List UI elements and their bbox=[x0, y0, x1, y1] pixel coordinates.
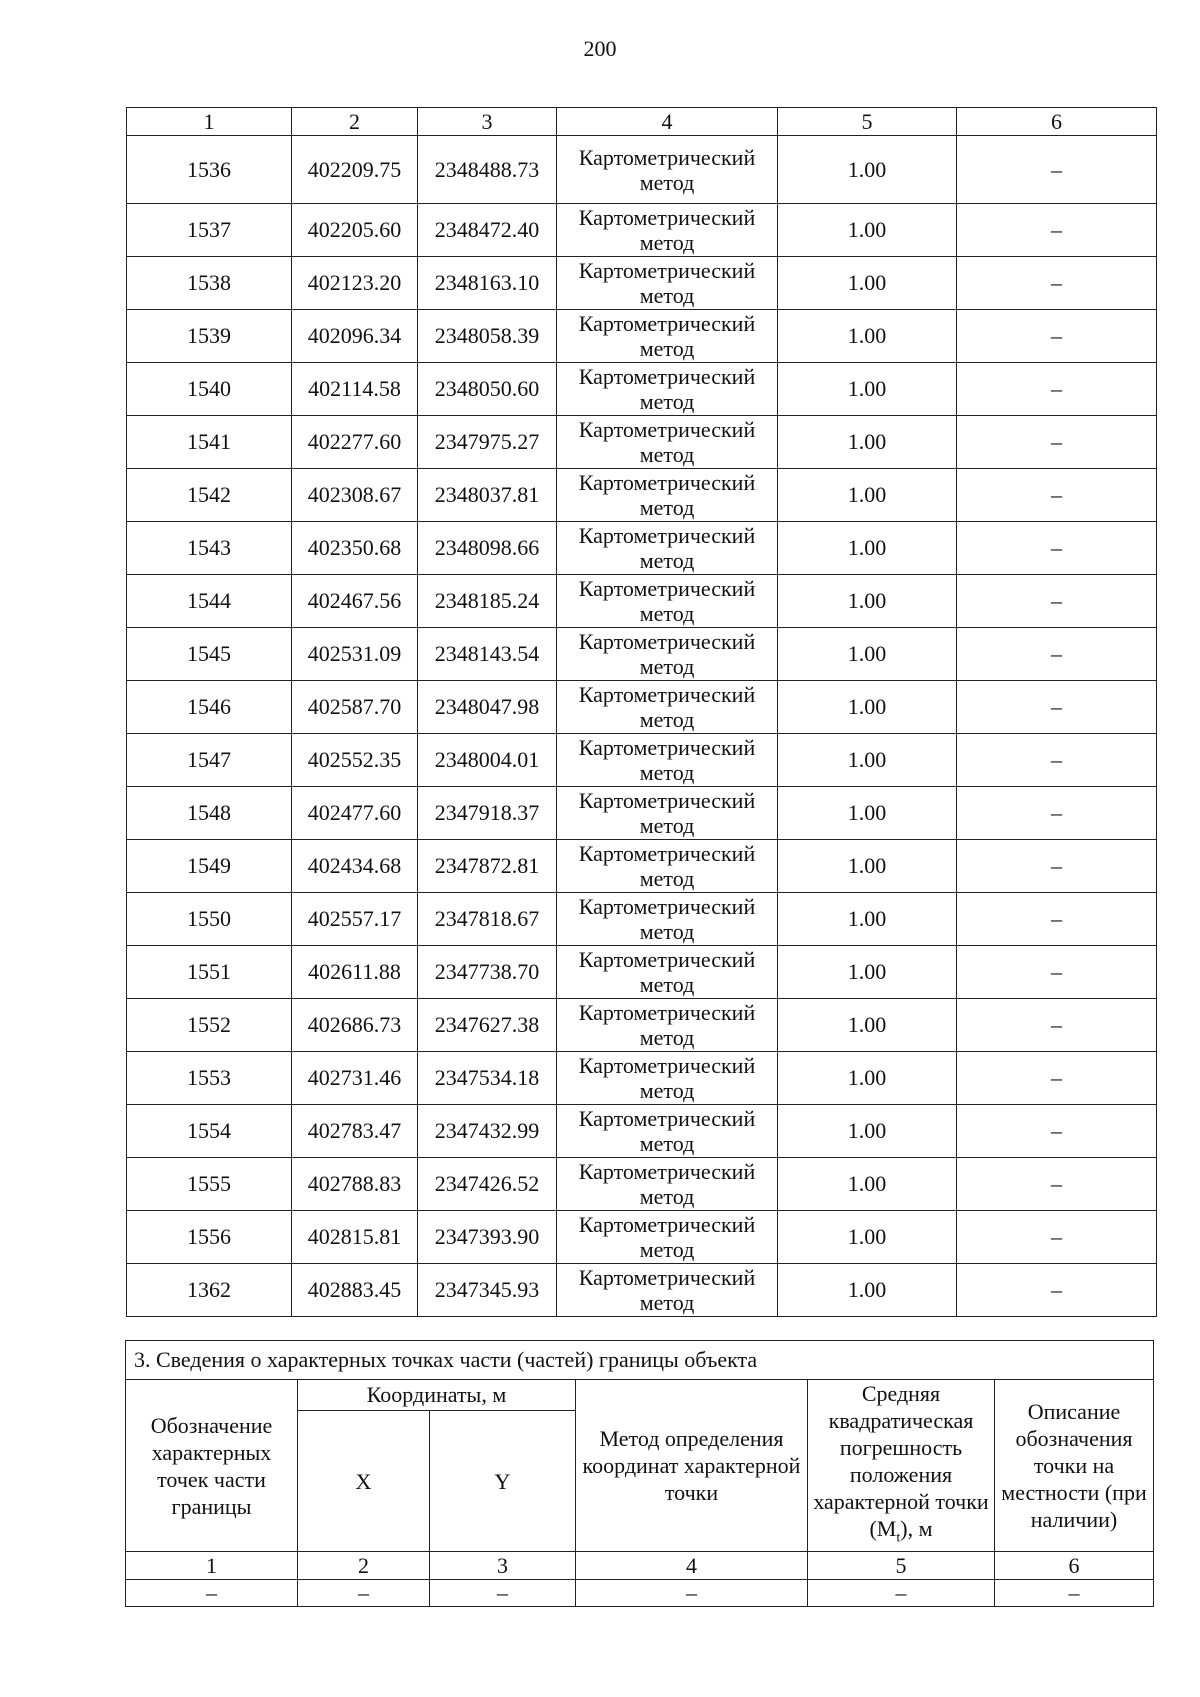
y-coordinate-cell: 2347918.37 bbox=[418, 787, 557, 840]
column-number: 2 bbox=[298, 1552, 430, 1580]
method-cell: Картометрический метод bbox=[557, 257, 778, 310]
description-cell: – bbox=[957, 310, 1157, 363]
method-cell: Картометрический метод bbox=[557, 469, 778, 522]
method-cell: Картометрический метод bbox=[557, 363, 778, 416]
y-coordinate-cell: 2347534.18 bbox=[418, 1052, 557, 1105]
table-row bbox=[127, 522, 1157, 575]
x-coordinate-cell: 402883.45 bbox=[292, 1264, 418, 1317]
column-number: 3 bbox=[418, 108, 557, 136]
table-row bbox=[127, 1264, 1157, 1317]
description-cell: – bbox=[957, 734, 1157, 787]
point-number-cell: 1551 bbox=[127, 946, 292, 999]
method-cell: Картометрический метод bbox=[557, 999, 778, 1052]
method-cell: Картометрический метод bbox=[557, 310, 778, 363]
description-cell: – bbox=[957, 522, 1157, 575]
accuracy-cell: 1.00 bbox=[778, 310, 957, 363]
description-cell: – bbox=[957, 840, 1157, 893]
table-row bbox=[127, 257, 1157, 310]
method-cell: Картометрический метод bbox=[557, 893, 778, 946]
point-number-cell: 1543 bbox=[127, 522, 292, 575]
point-number-cell: 1546 bbox=[127, 681, 292, 734]
description-cell: – bbox=[957, 469, 1157, 522]
x-coordinate-cell: 402587.70 bbox=[292, 681, 418, 734]
accuracy-cell: 1.00 bbox=[778, 257, 957, 310]
x-coordinate-cell: 402350.68 bbox=[292, 522, 418, 575]
empty-cell: – bbox=[576, 1580, 808, 1607]
point-number-cell: 1536 bbox=[127, 136, 292, 204]
method-cell: Картометрический метод bbox=[557, 416, 778, 469]
method-cell: Картометрический метод bbox=[557, 946, 778, 999]
column-number: 5 bbox=[808, 1552, 995, 1580]
x-coordinate-cell: 402815.81 bbox=[292, 1211, 418, 1264]
description-cell: – bbox=[957, 575, 1157, 628]
empty-cell: – bbox=[430, 1580, 576, 1607]
accuracy-cell: 1.00 bbox=[778, 1105, 957, 1158]
accuracy-cell: 1.00 bbox=[778, 575, 957, 628]
section-caption: 3. Сведения о характерных точках части (частей) границы объекта bbox=[126, 1341, 1154, 1380]
method-cell: Картометрический метод bbox=[557, 1264, 778, 1317]
point-number-cell: 1542 bbox=[127, 469, 292, 522]
y-coordinate-cell: 2347627.38 bbox=[418, 999, 557, 1052]
description-cell: – bbox=[957, 1264, 1157, 1317]
point-number-cell: 1538 bbox=[127, 257, 292, 310]
y-coordinate-cell: 2348472.40 bbox=[418, 204, 557, 257]
section-caption-row bbox=[126, 1341, 1154, 1380]
description-cell: – bbox=[957, 946, 1157, 999]
method-cell: Картометрический метод bbox=[557, 136, 778, 204]
header-description: Описание обозначения точки на местности (при наличии) bbox=[995, 1380, 1154, 1552]
method-cell: Картометрический метод bbox=[557, 1052, 778, 1105]
y-coordinate-cell: 2347432.99 bbox=[418, 1105, 557, 1158]
method-cell: Картометрический метод bbox=[557, 575, 778, 628]
accuracy-cell: 1.00 bbox=[778, 1052, 957, 1105]
x-coordinate-cell: 402205.60 bbox=[292, 204, 418, 257]
x-coordinate-cell: 402114.58 bbox=[292, 363, 418, 416]
column-number: 6 bbox=[995, 1552, 1154, 1580]
method-cell: Картометрический метод bbox=[557, 787, 778, 840]
y-coordinate-cell: 2348163.10 bbox=[418, 257, 557, 310]
table-row bbox=[127, 628, 1157, 681]
x-coordinate-cell: 402783.47 bbox=[292, 1105, 418, 1158]
column-number: 4 bbox=[557, 108, 778, 136]
description-cell: – bbox=[957, 363, 1157, 416]
accuracy-cell: 1.00 bbox=[778, 136, 957, 204]
x-coordinate-cell: 402531.09 bbox=[292, 628, 418, 681]
description-cell: – bbox=[957, 257, 1157, 310]
point-number-cell: 1556 bbox=[127, 1211, 292, 1264]
column-number-row bbox=[127, 108, 1157, 136]
point-number-cell: 1545 bbox=[127, 628, 292, 681]
method-cell: Картометрический метод bbox=[557, 1211, 778, 1264]
point-number-cell: 1539 bbox=[127, 310, 292, 363]
point-number-cell: 1550 bbox=[127, 893, 292, 946]
column-number: 1 bbox=[126, 1552, 298, 1580]
x-coordinate-cell: 402557.17 bbox=[292, 893, 418, 946]
y-coordinate-cell: 2347872.81 bbox=[418, 840, 557, 893]
y-coordinate-cell: 2347426.52 bbox=[418, 1158, 557, 1211]
table-row bbox=[127, 575, 1157, 628]
y-coordinate-cell: 2348037.81 bbox=[418, 469, 557, 522]
y-coordinate-cell: 2347975.27 bbox=[418, 416, 557, 469]
accuracy-cell: 1.00 bbox=[778, 1158, 957, 1211]
method-cell: Картометрический метод bbox=[557, 204, 778, 257]
description-cell: – bbox=[957, 204, 1157, 257]
table-row bbox=[127, 946, 1157, 999]
table-row bbox=[127, 734, 1157, 787]
column-number: 3 bbox=[430, 1552, 576, 1580]
point-number-cell: 1554 bbox=[127, 1105, 292, 1158]
accuracy-cell: 1.00 bbox=[778, 363, 957, 416]
table-row bbox=[127, 1158, 1157, 1211]
description-cell: – bbox=[957, 416, 1157, 469]
y-coordinate-cell: 2348050.60 bbox=[418, 363, 557, 416]
point-number-cell: 1540 bbox=[127, 363, 292, 416]
x-coordinate-cell: 402123.20 bbox=[292, 257, 418, 310]
empty-cell: – bbox=[995, 1580, 1154, 1607]
x-coordinate-cell: 402611.88 bbox=[292, 946, 418, 999]
header-designation: Обозначение характерных точек части границы bbox=[126, 1380, 298, 1552]
x-coordinate-cell: 402434.68 bbox=[292, 840, 418, 893]
point-number-cell: 1552 bbox=[127, 999, 292, 1052]
description-cell: – bbox=[957, 1158, 1157, 1211]
description-cell: – bbox=[957, 136, 1157, 204]
description-cell: – bbox=[957, 681, 1157, 734]
description-cell: – bbox=[957, 1052, 1157, 1105]
y-coordinate-cell: 2348004.01 bbox=[418, 734, 557, 787]
column-number-row bbox=[126, 1552, 1154, 1580]
point-number-cell: 1544 bbox=[127, 575, 292, 628]
header-y: Y bbox=[430, 1410, 576, 1552]
accuracy-cell: 1.00 bbox=[778, 734, 957, 787]
method-cell: Картометрический метод bbox=[557, 1105, 778, 1158]
y-coordinate-cell: 2347818.67 bbox=[418, 893, 557, 946]
accuracy-cell: 1.00 bbox=[778, 999, 957, 1052]
empty-cell: – bbox=[126, 1580, 298, 1607]
header-coordinates: Координаты, м bbox=[298, 1380, 576, 1411]
accuracy-cell: 1.00 bbox=[778, 946, 957, 999]
description-cell: – bbox=[957, 1105, 1157, 1158]
table-row bbox=[127, 787, 1157, 840]
table-row bbox=[127, 681, 1157, 734]
x-coordinate-cell: 402686.73 bbox=[292, 999, 418, 1052]
x-coordinate-cell: 402308.67 bbox=[292, 469, 418, 522]
table-row bbox=[127, 840, 1157, 893]
x-coordinate-cell: 402209.75 bbox=[292, 136, 418, 204]
method-cell: Картометрический метод bbox=[557, 628, 778, 681]
table-row bbox=[127, 416, 1157, 469]
empty-cell: – bbox=[808, 1580, 995, 1607]
empty-cell: – bbox=[298, 1580, 430, 1607]
header-row-top bbox=[126, 1380, 1154, 1411]
x-coordinate-cell: 402277.60 bbox=[292, 416, 418, 469]
table-row bbox=[127, 999, 1157, 1052]
table-row bbox=[127, 363, 1157, 416]
column-number: 4 bbox=[576, 1552, 808, 1580]
description-cell: – bbox=[957, 1211, 1157, 1264]
table-row bbox=[127, 469, 1157, 522]
method-cell: Картометрический метод bbox=[557, 681, 778, 734]
accuracy-cell: 1.00 bbox=[778, 416, 957, 469]
empty-data-row bbox=[126, 1580, 1154, 1607]
x-coordinate-cell: 402467.56 bbox=[292, 575, 418, 628]
accuracy-cell: 1.00 bbox=[778, 1211, 957, 1264]
table-row bbox=[127, 204, 1157, 257]
accuracy-cell: 1.00 bbox=[778, 469, 957, 522]
accuracy-cell: 1.00 bbox=[778, 840, 957, 893]
header-accuracy: Средняя квадратическая погрешность положения характерной точки $(M_t)$, м bbox=[808, 1380, 995, 1552]
boundary-points-table bbox=[126, 107, 1157, 1317]
part-boundary-points-table bbox=[125, 1340, 1154, 1607]
y-coordinate-cell: 2348098.66 bbox=[418, 522, 557, 575]
x-coordinate-cell: 402096.34 bbox=[292, 310, 418, 363]
method-cell: Картометрический метод bbox=[557, 840, 778, 893]
y-coordinate-cell: 2348143.54 bbox=[418, 628, 557, 681]
x-coordinate-cell: 402788.83 bbox=[292, 1158, 418, 1211]
column-number: 5 bbox=[778, 108, 957, 136]
description-cell: – bbox=[957, 893, 1157, 946]
accuracy-cell: 1.00 bbox=[778, 893, 957, 946]
point-number-cell: 1541 bbox=[127, 416, 292, 469]
y-coordinate-cell: 2348488.73 bbox=[418, 136, 557, 204]
point-number-cell: 1555 bbox=[127, 1158, 292, 1211]
point-number-cell: 1548 bbox=[127, 787, 292, 840]
point-number-cell: 1547 bbox=[127, 734, 292, 787]
y-coordinate-cell: 2347345.93 bbox=[418, 1264, 557, 1317]
method-cell: Картометрический метод bbox=[557, 734, 778, 787]
column-number: 6 bbox=[957, 108, 1157, 136]
description-cell: – bbox=[957, 628, 1157, 681]
method-cell: Картометрический метод bbox=[557, 1158, 778, 1211]
table-row bbox=[127, 136, 1157, 204]
y-coordinate-cell: 2347738.70 bbox=[418, 946, 557, 999]
column-number: 1 bbox=[127, 108, 292, 136]
accuracy-cell: 1.00 bbox=[778, 681, 957, 734]
point-number-cell: 1549 bbox=[127, 840, 292, 893]
x-coordinate-cell: 402477.60 bbox=[292, 787, 418, 840]
accuracy-cell: 1.00 bbox=[778, 628, 957, 681]
accuracy-cell: 1.00 bbox=[778, 1264, 957, 1317]
accuracy-cell: 1.00 bbox=[778, 522, 957, 575]
x-coordinate-cell: 402731.46 bbox=[292, 1052, 418, 1105]
table-row bbox=[127, 310, 1157, 363]
header-x: X bbox=[298, 1410, 430, 1552]
point-number-cell: 1537 bbox=[127, 204, 292, 257]
point-number-cell: 1553 bbox=[127, 1052, 292, 1105]
table-row bbox=[127, 1052, 1157, 1105]
table-row bbox=[127, 1105, 1157, 1158]
y-coordinate-cell: 2348185.24 bbox=[418, 575, 557, 628]
point-number-cell: 1362 bbox=[127, 1264, 292, 1317]
method-cell: Картометрический метод bbox=[557, 522, 778, 575]
y-coordinate-cell: 2348058.39 bbox=[418, 310, 557, 363]
x-coordinate-cell: 402552.35 bbox=[292, 734, 418, 787]
description-cell: – bbox=[957, 787, 1157, 840]
description-cell: – bbox=[957, 999, 1157, 1052]
accuracy-cell: 1.00 bbox=[778, 787, 957, 840]
accuracy-cell: 1.00 bbox=[778, 204, 957, 257]
table-row bbox=[127, 1211, 1157, 1264]
table-row bbox=[127, 893, 1157, 946]
header-method: Метод определения координат характерной точки bbox=[576, 1380, 808, 1552]
page-number: 200 bbox=[583, 36, 617, 61]
y-coordinate-cell: 2347393.90 bbox=[418, 1211, 557, 1264]
y-coordinate-cell: 2348047.98 bbox=[418, 681, 557, 734]
column-number: 2 bbox=[292, 108, 418, 136]
